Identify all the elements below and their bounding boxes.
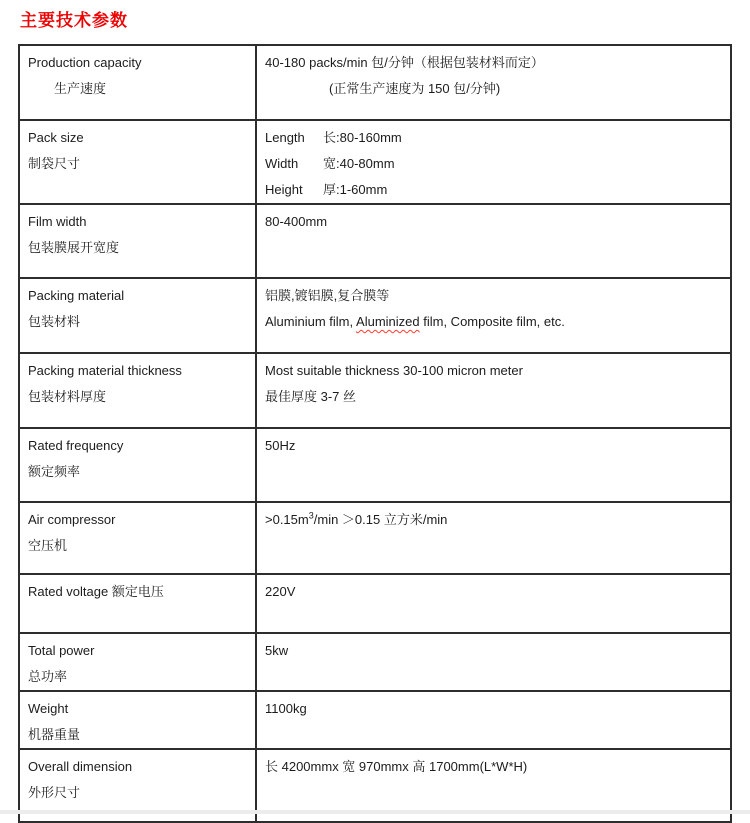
param-name-en: Total power (28, 643, 95, 658)
page-title: 主要技术参数 (20, 11, 128, 30)
param-name-zh: 包装材料 (28, 314, 81, 329)
param-cell (19, 353, 256, 428)
table-row-pack-size (19, 120, 731, 204)
value-line (265, 177, 724, 203)
value-line: 最佳厚度 3-7 丝 (265, 389, 357, 404)
param-cell (19, 278, 256, 353)
value-cell (256, 633, 731, 691)
param-name-zh: 空压机 (28, 538, 68, 553)
value-line: 80-400mm (265, 214, 328, 229)
param-name-en: Production capacity (28, 55, 142, 70)
param-name-zh: 额定频率 (28, 464, 81, 479)
param-name: Rated voltage 额定电压 (28, 584, 164, 599)
value-cell (256, 120, 731, 204)
value-cell (256, 278, 731, 353)
value-line: 220V (265, 584, 296, 599)
table-row-rated-frequency (19, 428, 731, 502)
table-row-total-power (19, 633, 731, 691)
dim-label-height: Height (265, 182, 303, 197)
value-cell (256, 353, 731, 428)
param-name-en: Rated frequency (28, 438, 124, 453)
dim-value-length: 长:80-160mm (323, 130, 402, 145)
value-line: 长 4200mmx 宽 970mmx 高 1700mm(L*W*H) (265, 759, 528, 774)
value-line: 40-180 packs/min 包/分钟（根据包装材料而定） (265, 55, 544, 70)
param-name-zh: 包装材料厚度 (28, 389, 107, 404)
value-line (265, 151, 724, 177)
value-text: Aluminium film, (265, 314, 357, 329)
value-text: /min ＞0.15 立方米/min (313, 512, 448, 527)
dim-value-width: 宽:40-80mm (323, 156, 395, 171)
param-name-en: Overall dimension (28, 759, 133, 774)
table-row-packing-material (19, 278, 731, 353)
value-line: 铝膜,镀铝膜,复合膜等 (265, 288, 390, 303)
param-cell (19, 633, 256, 691)
value-line: 50Hz (265, 438, 296, 453)
param-cell (19, 428, 256, 502)
param-name-zh: 总功率 (28, 669, 68, 684)
param-cell (19, 45, 256, 120)
value-cell (256, 502, 731, 574)
param-cell (19, 204, 256, 278)
param-cell (19, 502, 256, 574)
table-row-weight (19, 691, 731, 749)
value-cell (256, 428, 731, 502)
param-name-en: Film width (28, 214, 87, 229)
value-text: >0.15m (265, 512, 309, 527)
value-text: film, Composite film, etc. (419, 314, 565, 329)
dim-label-width: Width (265, 156, 299, 171)
param-name-en: Air compressor (28, 512, 116, 527)
param-cell (19, 691, 256, 749)
param-name-en: Packing material thickness (28, 363, 182, 378)
dim-label-length: Length (265, 130, 305, 145)
value-line (265, 125, 724, 151)
table-row-production-capacity (19, 45, 731, 120)
table-row-film-width (19, 204, 731, 278)
dim-value-height: 厚:1-60mm (323, 182, 388, 197)
param-name-zh: 制袋尺寸 (28, 156, 81, 171)
spec-table (18, 44, 732, 823)
param-name-en: Weight (28, 701, 69, 716)
param-name-zh: 生产速度 (54, 81, 107, 96)
value-line: Most suitable thickness 30-100 micron meter (265, 363, 523, 378)
page-bottom-edge (0, 810, 750, 814)
param-cell (19, 574, 256, 633)
value-cell (256, 204, 731, 278)
param-name-en: Pack size (28, 130, 84, 145)
param-cell (19, 120, 256, 204)
value-line: (正常生产速度为 150 包/分钟) (329, 81, 501, 96)
param-name-zh: 包装膜展开宽度 (28, 240, 120, 255)
value-line: 1100kg (265, 701, 307, 716)
value-cell (256, 691, 731, 749)
value-line: 5kw (265, 643, 289, 658)
value-cell (256, 45, 731, 120)
value-line (265, 309, 724, 335)
table-row-air-compressor (19, 502, 731, 574)
spellcheck-flagged-word: Aluminized (356, 314, 420, 329)
table-row-rated-voltage (19, 574, 731, 633)
param-name-zh: 机器重量 (28, 727, 81, 742)
param-name-zh: 外形尺寸 (28, 785, 81, 800)
value-cell (256, 574, 731, 633)
param-name-en: Packing material (28, 288, 125, 303)
superscript-exponent: 3 (308, 510, 314, 521)
table-row-material-thickness (19, 353, 731, 428)
value-line (265, 507, 724, 533)
